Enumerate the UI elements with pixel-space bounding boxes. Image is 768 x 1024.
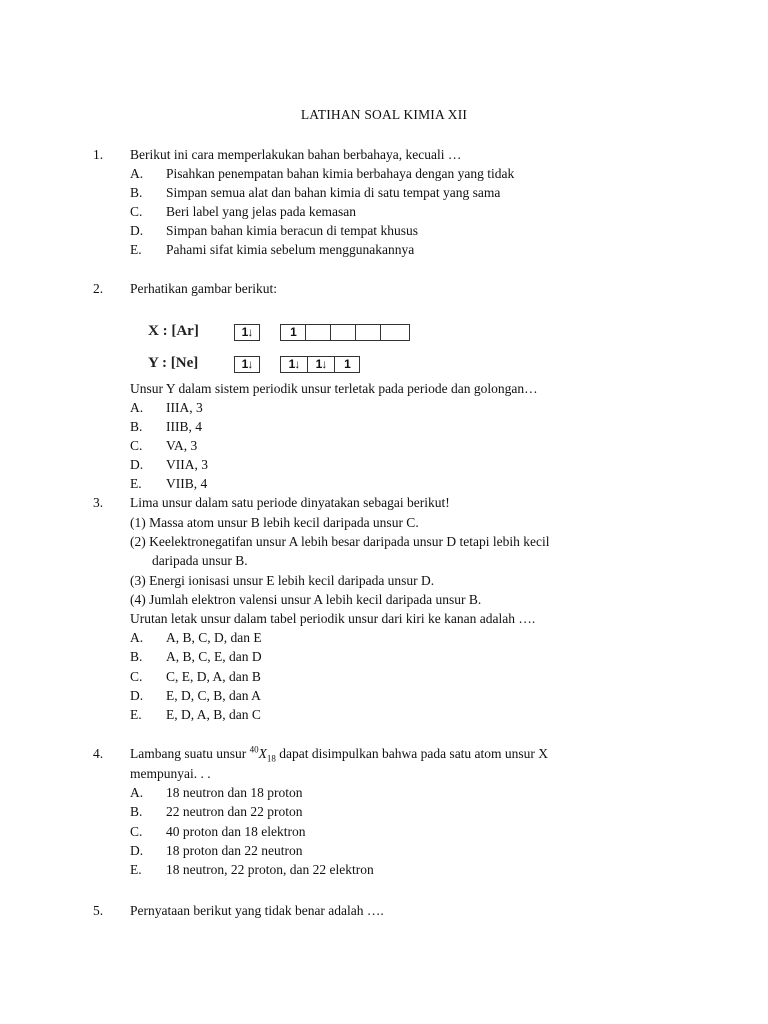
option-text: Pahami sifat kimia sebelum menggunakannya xyxy=(166,242,415,257)
question-text: Urutan letak unsur dalam tabel periodik unsur dari kiri ke kanan adalah …. xyxy=(130,611,536,626)
y-p-orbital-box: 1↓ xyxy=(280,356,308,373)
statement: daripada unsur B. xyxy=(152,553,248,568)
statement: (1) Massa atom unsur B lebih kecil daripada unsur C. xyxy=(130,515,419,530)
option-letter: A. xyxy=(130,785,144,800)
option-text: 18 neutron, 22 proton, dan 22 elektron xyxy=(166,862,374,877)
statement: (2) Keelektronegatifan unsur A lebih besar daripada unsur D tetapi lebih kecil xyxy=(130,534,550,549)
orbital-diagram xyxy=(148,320,418,376)
option-text: Simpan semua alat dan bahan kimia di satu tempat yang sama xyxy=(166,185,501,200)
y-config-label: Y : [Ne] xyxy=(148,355,199,371)
x-d-orbital-box xyxy=(305,324,331,341)
question-stem: Perhatikan gambar berikut: xyxy=(130,281,277,296)
stem-suffix: dapat disimpulkan bahwa pada satu atom unsur X xyxy=(279,746,549,761)
x-d-orbital-box xyxy=(380,324,410,341)
x-d-orbital-box xyxy=(355,324,381,341)
question-number: 2. xyxy=(93,281,104,296)
option-text: IIIA, 3 xyxy=(166,400,203,415)
option-letter: D. xyxy=(130,457,144,472)
option-text: IIIB, 4 xyxy=(166,419,202,434)
option-text: VIIB, 4 xyxy=(166,476,208,491)
option-letter: D. xyxy=(130,843,144,858)
option-text: C, E, D, A, dan B xyxy=(166,669,261,684)
page-title: LATIHAN SOAL KIMIA XII xyxy=(300,107,468,122)
option-letter: E. xyxy=(130,476,142,491)
question-number: 5. xyxy=(93,903,104,918)
question-number: 1. xyxy=(93,147,104,162)
option-letter: A. xyxy=(130,400,144,415)
question-stem: Lima unsur dalam satu periode dinyatakan sebagai berikut! xyxy=(130,495,450,510)
option-text: 22 neutron dan 22 proton xyxy=(166,804,303,819)
stem-prefix: Lambang suatu unsur xyxy=(130,746,247,761)
option-text: Simpan bahan kimia beracun di tempat khusus xyxy=(166,223,418,238)
y-p-orbital-box: 1↓ xyxy=(307,356,335,373)
y-s-orbital-box: 1↓ xyxy=(234,356,260,373)
option-letter: C. xyxy=(130,204,143,219)
option-letter: E. xyxy=(130,242,142,257)
x-d-orbital-box: 1 xyxy=(280,324,306,341)
question-number: 4. xyxy=(93,746,104,761)
option-text: Beri label yang jelas pada kemasan xyxy=(166,204,357,219)
option-text: A, B, C, E, dan D xyxy=(166,649,262,664)
option-letter: D. xyxy=(130,223,144,238)
x-s-orbital-box: 1↓ xyxy=(234,324,260,341)
atomic-number: 18 xyxy=(266,753,276,764)
option-text: 18 neutron dan 18 proton xyxy=(166,785,303,800)
option-letter: A. xyxy=(130,166,144,181)
question-stem xyxy=(130,746,548,762)
element-notation xyxy=(249,744,276,764)
x-config-label: X : [Ar] xyxy=(148,323,199,339)
question-stem-line2: mempunyai. . . xyxy=(130,766,211,781)
question-number: 3. xyxy=(93,495,104,510)
option-letter: A. xyxy=(130,630,144,645)
statement: (3) Energi ionisasi unsur E lebih kecil daripada unsur D. xyxy=(130,573,435,588)
option-text: 18 proton dan 22 neutron xyxy=(166,843,303,858)
option-text: VIIA, 3 xyxy=(166,457,208,472)
option-letter: C. xyxy=(130,438,143,453)
option-text: E, D, A, B, dan C xyxy=(166,707,261,722)
option-letter: E. xyxy=(130,707,142,722)
option-letter: B. xyxy=(130,419,143,434)
question-stem: Berikut ini cara memperlakukan bahan berbahaya, kecuali … xyxy=(130,147,462,162)
option-text: E, D, C, B, dan A xyxy=(166,688,261,703)
option-letter: C. xyxy=(130,824,143,839)
option-text: A, B, C, D, dan E xyxy=(166,630,262,645)
question-stem: Pernyataan berikut yang tidak benar adalah …. xyxy=(130,903,384,918)
mass-number: 40 xyxy=(249,744,259,755)
x-d-orbital-box xyxy=(330,324,356,341)
question-text: Unsur Y dalam sistem periodik unsur terletak pada periode dan golongan… xyxy=(130,381,538,396)
option-letter: B. xyxy=(130,649,143,664)
y-p-orbital-box: 1 xyxy=(334,356,360,373)
option-text: VA, 3 xyxy=(166,438,198,453)
option-letter: B. xyxy=(130,185,143,200)
option-letter: E. xyxy=(130,862,142,877)
option-letter: B. xyxy=(130,804,143,819)
option-text: 40 proton dan 18 elektron xyxy=(166,824,306,839)
option-letter: C. xyxy=(130,669,143,684)
statement: (4) Jumlah elektron valensi unsur A lebih kecil daripada unsur B. xyxy=(130,592,482,607)
option-text: Pisahkan penempatan bahan kimia berbahaya dengan yang tidak xyxy=(166,166,515,181)
element-symbol: X xyxy=(258,746,267,761)
option-letter: D. xyxy=(130,688,144,703)
